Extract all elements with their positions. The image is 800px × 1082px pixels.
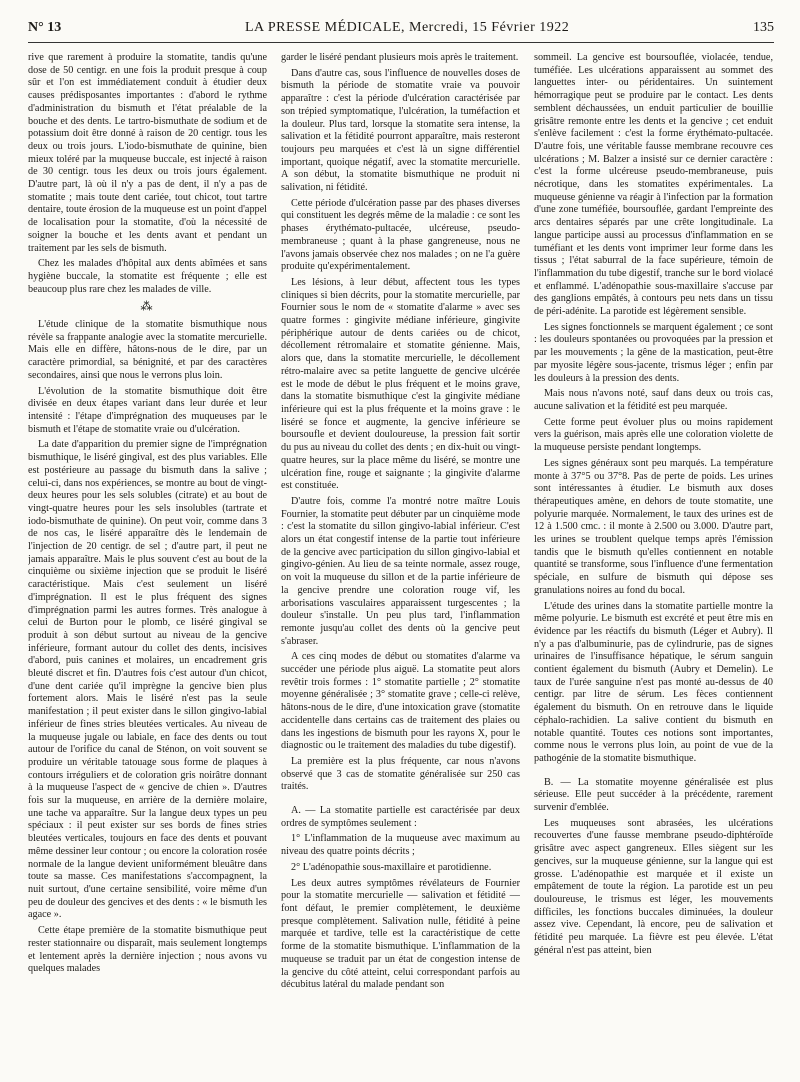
body-paragraph: Cette étape première de la stomatite bismuthique peut rester stationnaire ou disparaît, mais seulement longtemps et lentement après la dernière injection ; nous avons vu quelques malades [28,925,267,975]
body-paragraph: Chez les malades d'hôpital aux dents abîmées et sans hygiène buccale, la stomatite est fréquente ; elle est beaucoup plus rare chez les malades de ville. [28,258,267,295]
body-paragraph: D'autre fois, comme l'a montré notre maître Louis Fournier, la stomatite peut débuter par un cinquième mode : c'est la stomatite du sillon gingivo-labial inférieur. C'est alors un état congestif intense de la partie tout inférieure de la gencive avec participation du sillon gingivo-labial et gingivo-génien. Au lieu de sa teinte normale, assez rouge, on voit la muqueuse du sillon et de la partie inférieure de la gencive prendre une coloration rouge vif, les arborisations vasculaires apparaissent turgescentes ; la douleur s'installe. Un peu plus tard, l'inflammation remonte jusqu'au collet des dents où la gencive peut s'abraser. [281,495,520,647]
body-paragraph: A ces cinq modes de début ou stomatites d'alarme va succéder une période plus aiguë. La stomatite peut alors revêtir trois formes : 1° stomatite partielle ; 2° stomatite moyenne généralisée ; 3° stomatite grave ; celle-ci relève, hâtons-nous de le dire, d'une intoxication grave (stomatite accidentelle dans certains cas de traitement des plaies ou dans les ingestions de bismuth pour les rayons X, pour le diagnostic ou le traitement des maladies du tube digestif). [281,651,520,752]
page-header [28,20,774,43]
body-paragraph: L'évolution de la stomatite bismuthique doit être divisée en deux étapes variant dans leur durée et leur intensité : l'étape d'imprégnation des muqueuses par le bismuth et l'étape de stomatite vraie ou d'ulcération. [28,385,267,435]
body-paragraph: Mais nous n'avons noté, sauf dans deux ou trois cas, aucune salivation et la fétidité est peu marquée. [534,388,773,412]
paragraph-gap [534,769,773,777]
body-paragraph: Dans d'autre cas, sous l'influence de nouvelles doses de bismuth la période de stomatite vraie va pouvoir apparaître : c'est la période d'ulcération caractérisée par son trépied symptomatique, l'ulcération, la tuméfaction et la douleur. Plus tard, lorsque la stomatite sera intense, la salivation et la fétidité pourront apparaître, mais resteront toujours peu marquées et c'est là un signe différentiel important, quoique négatif, avec la stomatite mercurielle. A son début, la stomatite bismuthique ne produit ni salivation, ni fétidité. [281,67,520,194]
body-paragraph: L'étude des urines dans la stomatite partielle montre la même polyurie. Le bismuth est excrété et peut être mis en évidence par les réactifs du bismuth (Léger et Aubry). Il n'y a pas d'albuminurie, pas de cylindrurie, pas de signes urinaires de l'insuffisance hépatique, le sérum sanguin contient également du bismuth (Aubry et Demelin). Le taux de l'urée sanguine n'est pas monté au-dessus de 40 centigr. par litre de sérum. Les fèces contiennent également du bismuth. On en retrouve dans le liquide céphalo-rachidien. La salive contient du bismuth en notable quantité. Toutes ces notions sont importantes, comme nous le verrons plus loin, au point de vue de la pathogénie de la stomatite bismuthique. [534,600,773,764]
column-left [28,52,267,1074]
body-paragraph: La première est la plus fréquente, car nous n'avons observé que 3 cas de stomatite généralisée sur 250 cas traités. [281,755,520,793]
body-paragraph: Les deux autres symptômes révélateurs de Fournier pour la stomatite mercurielle — salivation et fétidité — font défaut, le premier complètement, le deuxième presque complètement. Salivation nulle, fétidité à peine marquée et tardive, telle est la caractéristique de cette forme de la stomatite bismuthique. L'inflammation de la muqueuse se traduit par un état de congestion intense de la gencive du côté atteint, celui correspondant parfois au décubitus latéral du malade pendant son [281,877,520,991]
body-paragraph: 2° L'adénopathie sous-maxillaire et parotidienne. [291,861,492,873]
body-paragraph: 1° L'inflammation de la muqueuse avec maximum au niveau des quatre points décrits ; [281,833,520,858]
body-paragraph: Les lésions, à leur début, affectent tous les types cliniques si bien décrits, pour la stomatite mercurielle, par Fournier sous le nom de « stomatite d'alarme » avec ses quatre formes : gingivite médiane inférieure, gingivite périphérique autour de dents cariées ou de chicot, décollement rétromalaire et stomatite génienne. Mais, alors que, dans la stomatite mercurielle, le décollement rétro-malaire avec sa petite languette de gencive ulcérée est le mode de début le plus fréquent et le moins grave, dans la stomatite bismuthique c'est la gingivite médiane inférieure qui est la plus fréquente et la moins grave : le liséré se fonce et augmente, la gencive inférieure se boursoufle et devient douloureuse, la pression fait sortir du pus au niveau du collet des dents ; en dix-huit ou vingt-quatre heures, sur la place même du liséré, se montre une ulcération fine, rouge et saignante ; la gingivite d'alarme est constituée. [281,276,520,492]
paragraph-gap [281,797,520,805]
body-paragraph: A. — La stomatite partielle est caractérisée par deux ordres de symptômes seulement : [281,805,520,829]
body-paragraph: Les signes généraux sont peu marqués. La température monte à 37°5 ou 37°8. Pas de perte de poids. Les urines sont intéressantes à étudier. Le bismuth aux doses thérapeutiques amène, en dehors de toute stomatite, une polyurie marquée. Normalement, le taux des urines est de 12 à 1.500 cmc. : il monte à 2.500 ou 3.000. D'autre part, les urines se troublent quelque temps après l'émission tandis que le bismuth qu'elles contiennent en notable quantité se transforme, sous l'influence d'une fermentation spéciale, en sulfure de bismuth qui dépose ses granulations noires au fond du bocal. [534,457,773,596]
issue-number: N° 13 [28,20,62,35]
section-separator: ⁂ [140,299,155,314]
body-paragraph: Les signes fonctionnels se marquent également ; ce sont : les douleurs spontanées ou provoquées par la pression et par les mouvements ; la gêne de la mastication, peut-être par myosite légère sous-jacente, trismus léger ; enfin par les douleurs à la pression des dents. [534,321,773,384]
body-paragraph: B. — La stomatite moyenne généralisée est plus sérieuse. Elle peut succéder à la précédente, rarement survenir d'emblée. [534,776,773,814]
body-paragraph: Cette période d'ulcération passe par des phases diverses qui constituent les degrés même de la maladie : ce sont les phases érythémato-pultacée, ulcéreuse, pseudo-membraneuse ; quant à la phase gangreneuse, nous ne l'avons jamais observée chez nos malades ; on ne l'a guère produite qu'expérimentalement. [281,197,520,273]
page-number: 135 [753,20,774,35]
body-paragraph: L'étude clinique de la stomatite bismuthique nous révèle sa frappante analogie avec la stomatite mercurielle. Mais elle en diffère, hâtons-nous de le dire, par un caractère primordial, sa bénignité, et par des caractères secondaires, ainsi que nous le verrons plus loin. [28,319,267,381]
body-paragraph: Les muqueuses sont abrasées, les ulcérations recouvertes d'une fausse membrane pseudo-diphtéroïde grisâtre avec aspect gangreneux. Elles siègent sur les gencives, sur la muqueuse génienne, sur la langue qui est grosse. L'adénopathie est marquée et il existe un empâtement de toute la région. La parotide est un peu douloureuse, le trismus est léger, les mouvements difficiles, les fonctions buccales diminuées, la douleur assez vive. Cependant, là encore, peu de salivation et fétidité peu marquée. La fièvre est peu élevée. L'état général n'est pas atteint, bien [534,817,773,956]
column-middle [281,52,520,1074]
body-paragraph: rive que rarement à produire la stomatite, tandis qu'une dose de 50 centigr. en une fois la produit presque à coup sûr et l'on est immédiatement conduit à étudier deux causes prédisposantes importantes : d'abord le rythme d'administration du bismuth et l'état préalable de la bouche et des dents. Le tartro-bismuthate de sodium et de potassium doit être donné à raison de 20 centigr. tous les deux ou trois jours. L'iodo-bismuthate de quinine, bien mieux toléré par la muqueuse buccale, est injecté à raison de 30 centigr. tous les deux ou trois jours également. D'autre part, là où il n'y a pas de dent, il n'y a pas de stomatite ; mais toute dent cariée, tout chicot, tout tartre dentaire, toute érosion de la muqueuse est un point d'appel de localisation pour la stomatite, d'où la nécessité de soigner la bouche et les dents avant et pendant un traitement par les sels de bismuth. [28,52,267,254]
column-right [534,52,773,1074]
body-paragraph: Cette forme peut évoluer plus ou moins rapidement vers la guérison, mais après elle une coloration violette de la muqueuse persiste pendant longtemps. [534,416,773,454]
article-columns [28,52,774,1074]
journal-title: LA PRESSE MÉDICALE, Mercredi, 15 Février 1922 [244,20,570,35]
body-paragraph: La date d'apparition du premier signe de l'imprégnation bismuthique, le liséré gingival, est des plus variables. Elle est postérieure au passage du bismuth dans la salive ; celui-ci, dans nos expériences, se montre au bout de vingt-deux heures pour les sels solubles (citrate) et au bout de vingt-quatre heures pour les sels insolubles (tartrate et iodo-bismuthate de quinine). On peut voir, comme dans 3 de nos cas, le liséré apparaître dès le lendemain de l'injection de 20 centigr. de sel ; d'autre part, il peut ne jamais apparaître. Mais le plus souvent c'est au bout de la cinquième ou sixième injection que se produit le liséré caractéristique. Mais c'est seulement un liséré d'imprégnation. Il est le plus fréquent des signes d'imprégnation parmi les autres formes. Très analogue à celui de Burton pour le plomb, ce liséré gingival se produit à son début surtout au niveau de la gencive inférieure, formant autour du collet des dents, incisives d'abord, puis canines et molaires, un encadrement gris bleuté discret et fin. D'autres fois c'est autour d'un chicot, d'une dent cariée qu'il imprègne la gencive bien plus fortement alors. Mais le liséré n'est pas la seule manifestation ; il peut exister dans le sillon gingivo-labial inférieur de fines stries bleutées verticales. Au niveau de la muqueuse jugale ou labiale, en face des dents ou tout autour de l'orifice du canal de Sténon, on voit souvent se produire un véritable tatouage sous forme de plaques à contours irréguliers et de coloration gris noirâtre donnant à la muqueuse l'aspect de « gencive de chien ». D'autres fois sur la muqueuse, en arrière de la dernière molaire, une tache va apparaître. Sur la langue deux types un peu spéciaux : il peut exister sur ses bords de fines stries bleutées verticales, toujours en face des dents et pouvant même dessiner leur contour ; ou encore la coloration rosée normale de la langue devient uniformément bleuâtre dans toute sa masse. Ces manifestations s'accompagnent, la nuit surtout, d'une certaine sensibilité, voire même d'un peu de douleur des gencives et des dents : « le bismuth les agace ». [28,439,267,921]
body-paragraph: sommeil. La gencive est boursouflée, violacée, tendue, tuméfiée. Les ulcérations apparaissent au sommet des languettes inter- ou péridentaires. Un suintement hémorragique peut se produire par le contact. Les dents semblent déchaussées, un enduit particulier de bouillie grisâtre remonte entre les dents et la gencive ; cet enduit s'enlève facilement : c'est la forme érythémato-pultacée. D'autre fois, une véritable fausse membrane recouvre ces ulcérations ; M. Balzer a insisté sur ce dernier caractère : c'est la forme ulcéreuse pseudo-membraneuse, puis nécrotique, dans les stomatites expérimentales. La muqueuse génienne va réagir à l'infection par la formation d'une zone tuméfiée, boursouflée, gardant l'empreinte des arcs dentaires séparés par une crête longitudinale. La langue participe aussi au processus d'inflammation en se tuméfiant et les dents vont imprimer leur forme dans les tissus ; l'état saburral de la face supérieure, témoin de l'inflammation du tube digestif, tranche sur le bord violacé et enflammé. L'adénopathie sous-maxillaire s'accuse par des ganglions empâtés, à contours peu nets dans un tissu de péri-adénite. La parotide est légèrement sensible. [534,52,773,318]
body-paragraph: garder le liséré pendant plusieurs mois après le traitement. [281,52,519,63]
